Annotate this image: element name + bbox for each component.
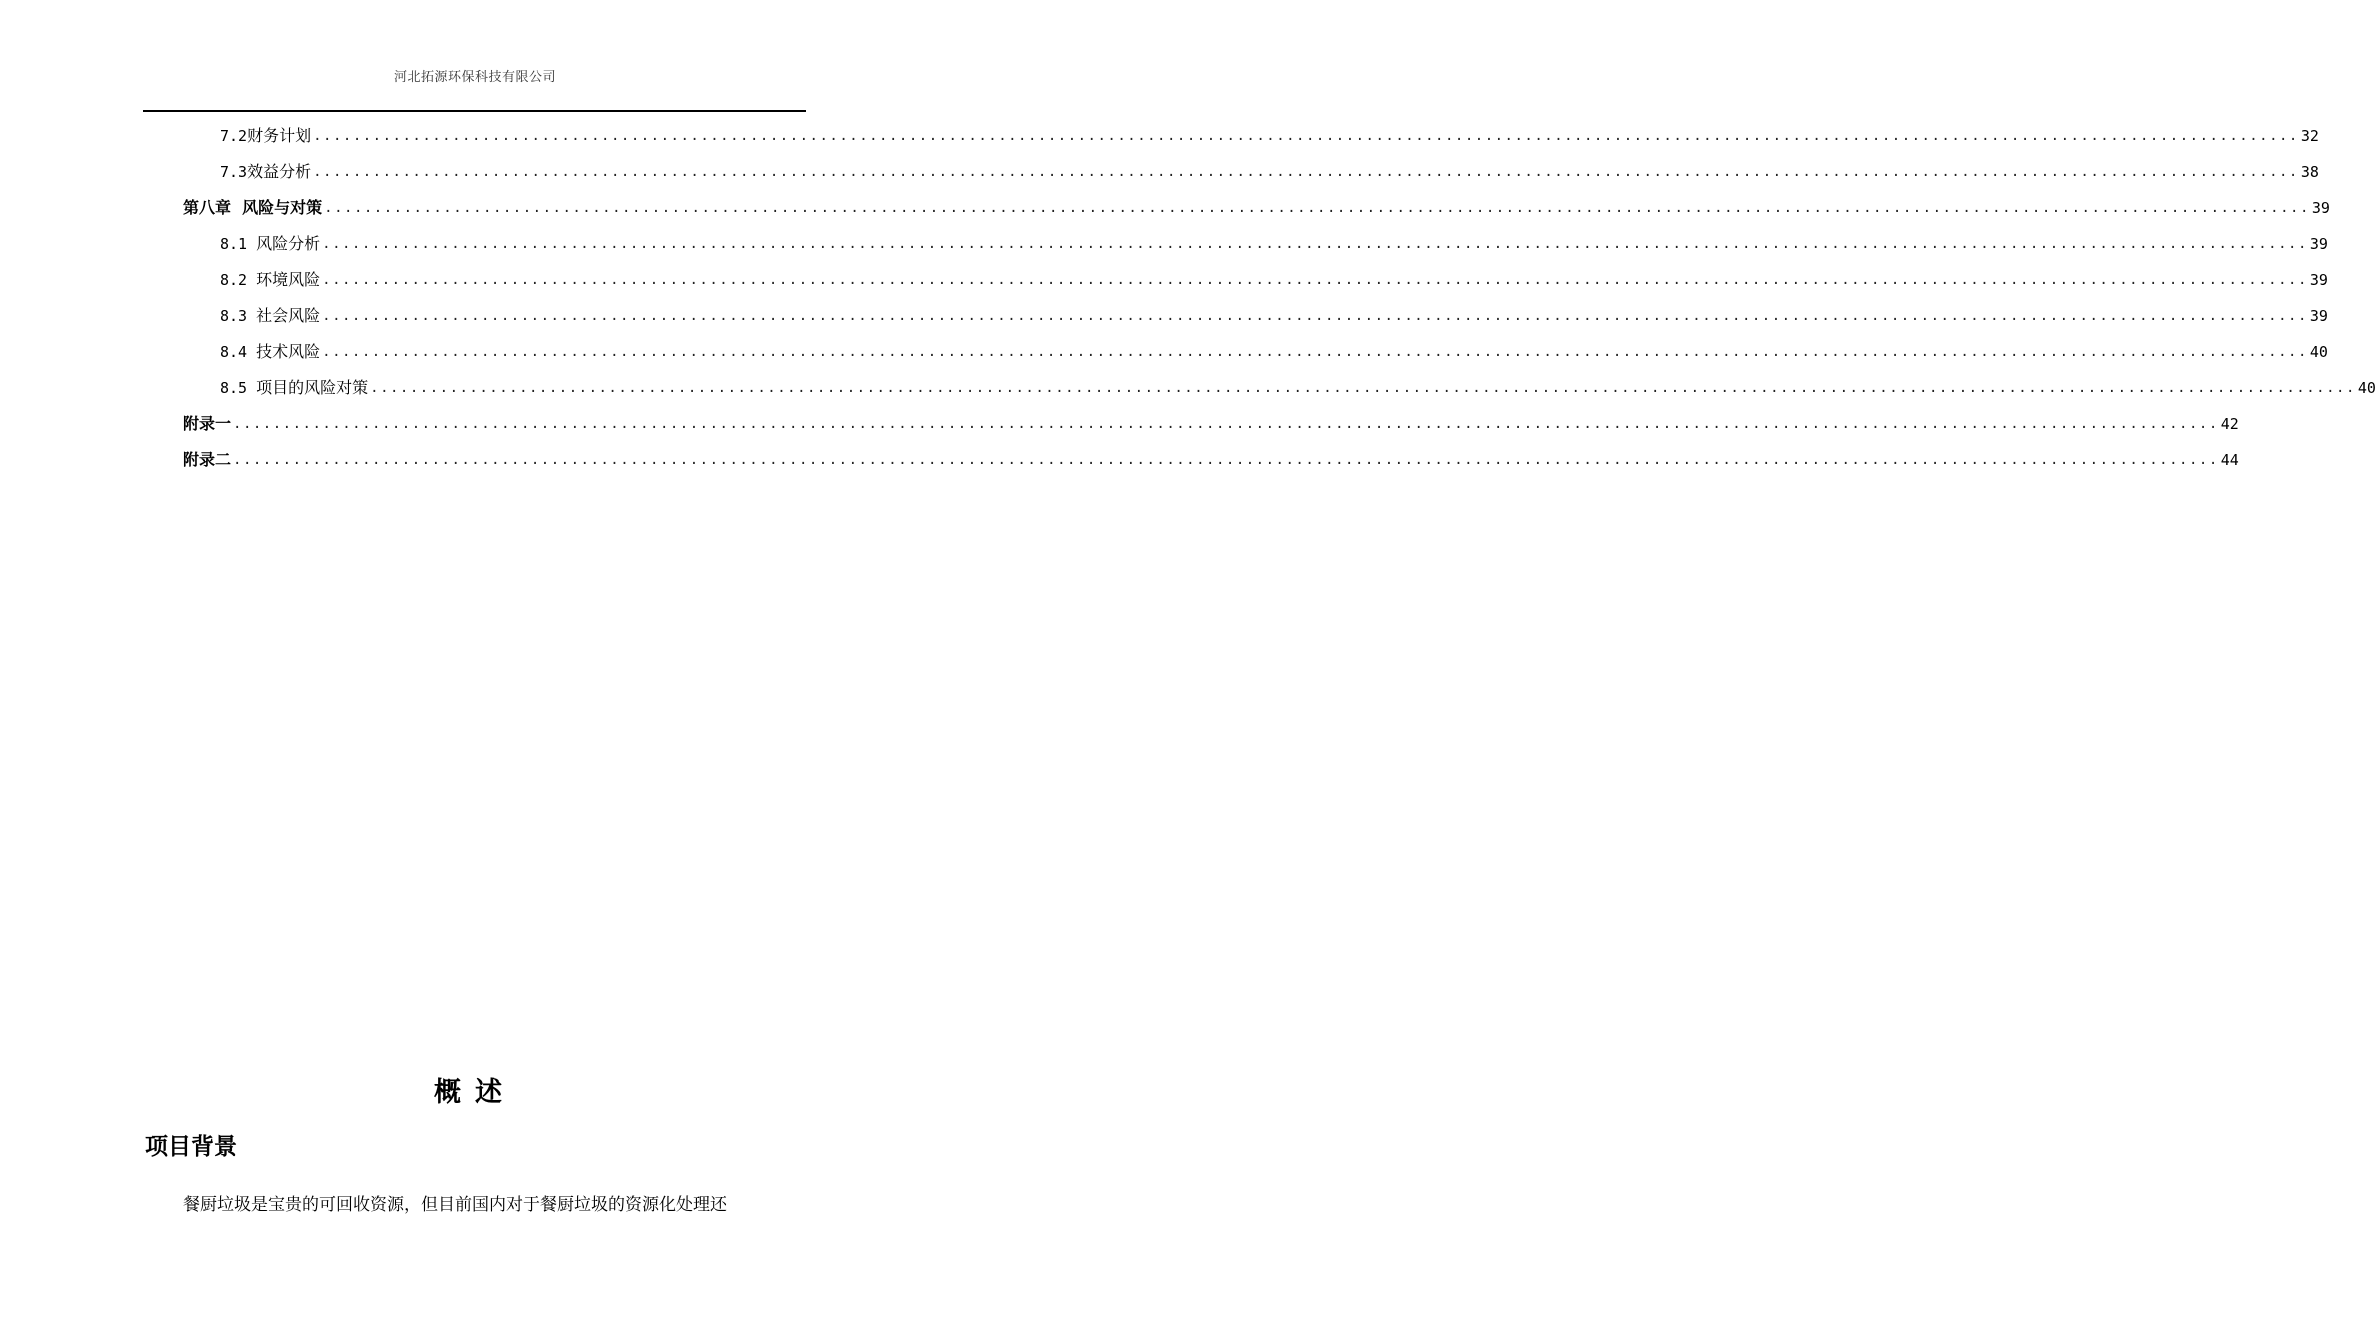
toc-leader-dots: ........................................................................................................................................................................................................: [322, 236, 2308, 252]
toc-entry-number: 7.3: [220, 163, 248, 181]
toc-entry-title: 社会风险: [256, 306, 321, 325]
toc-leader-dots: ........................................................................................................................................................................................................: [322, 308, 2308, 324]
toc-entry-title: 附录二: [183, 450, 232, 469]
toc-entry[interactable]: [220, 340, 2328, 364]
toc-entry-title: 环境风险: [256, 270, 321, 289]
toc-leader-dots: ........................................................................................................................................................................................................: [324, 200, 2310, 216]
body-paragraph: 餐厨垃圾是宝贵的可回收资源，但目前国内对于餐厨垃圾的资源化处理还: [183, 1195, 727, 1215]
toc-leader-dots: ........................................................................................................................................................................................................: [313, 164, 2299, 180]
toc-entry[interactable]: [220, 376, 2376, 400]
toc-entry-number: 7.2: [220, 127, 248, 145]
toc-entry[interactable]: [183, 412, 2239, 436]
toc-entry-number: 8.5: [220, 379, 257, 397]
toc-entry-title: 财务计划: [247, 126, 312, 145]
page-header-company: 河北拓源环保科技有限公司: [393, 70, 556, 85]
toc-entry-title: 第八章 风险与对策: [183, 198, 323, 217]
toc-entry[interactable]: [220, 124, 2319, 148]
toc-entry-page: 32: [2300, 127, 2319, 145]
toc-entry-number: 8.2: [220, 271, 257, 289]
toc-entry-page: 39: [2309, 271, 2328, 289]
toc-leader-dots: ........................................................................................................................................................................................................: [233, 452, 2219, 468]
toc-entry-page: 39: [2309, 235, 2328, 253]
header-divider: [143, 110, 806, 112]
toc-entry[interactable]: [183, 196, 2330, 220]
toc-leader-dots: ........................................................................................................................................................................................................: [322, 272, 2308, 288]
toc-entry-page: 44: [2220, 451, 2239, 469]
toc-entry-title: 技术风险: [256, 342, 321, 361]
toc-leader-dots: ........................................................................................................................................................................................................: [233, 416, 2219, 432]
toc-entry-number: 8.1: [220, 235, 257, 253]
toc-entry-page: 38: [2300, 163, 2319, 181]
toc-entry-page: 40: [2357, 379, 2376, 397]
toc-leader-dots: ........................................................................................................................................................................................................: [322, 344, 2308, 360]
toc-entry[interactable]: [183, 448, 2239, 472]
toc-entry-page: 39: [2309, 307, 2328, 325]
toc-leader-dots: ........................................................................................................................................................................................................: [313, 128, 2299, 144]
toc-entry[interactable]: [220, 232, 2328, 256]
toc-entry-title: 风险分析: [256, 234, 321, 253]
toc-entry-title: 附录一: [183, 414, 232, 433]
toc-leader-dots: ........................................................................................................................................................................................................: [370, 380, 2356, 396]
toc-entry[interactable]: [220, 268, 2328, 292]
toc-entry-title: 项目的风险对策: [256, 378, 369, 397]
toc-entry-page: 42: [2220, 415, 2239, 433]
toc-entry-number: 8.4: [220, 343, 257, 361]
subheading-project-background: 项目背景: [145, 1134, 237, 1160]
section-title: 概述: [434, 1077, 516, 1108]
toc-entry[interactable]: [220, 160, 2319, 184]
toc-entry-page: 40: [2309, 343, 2328, 361]
toc-entry-number: 8.3: [220, 307, 257, 325]
toc-entry-title: 效益分析: [247, 162, 312, 181]
toc-entry-page: 39: [2311, 199, 2330, 217]
toc-entry[interactable]: [220, 304, 2328, 328]
